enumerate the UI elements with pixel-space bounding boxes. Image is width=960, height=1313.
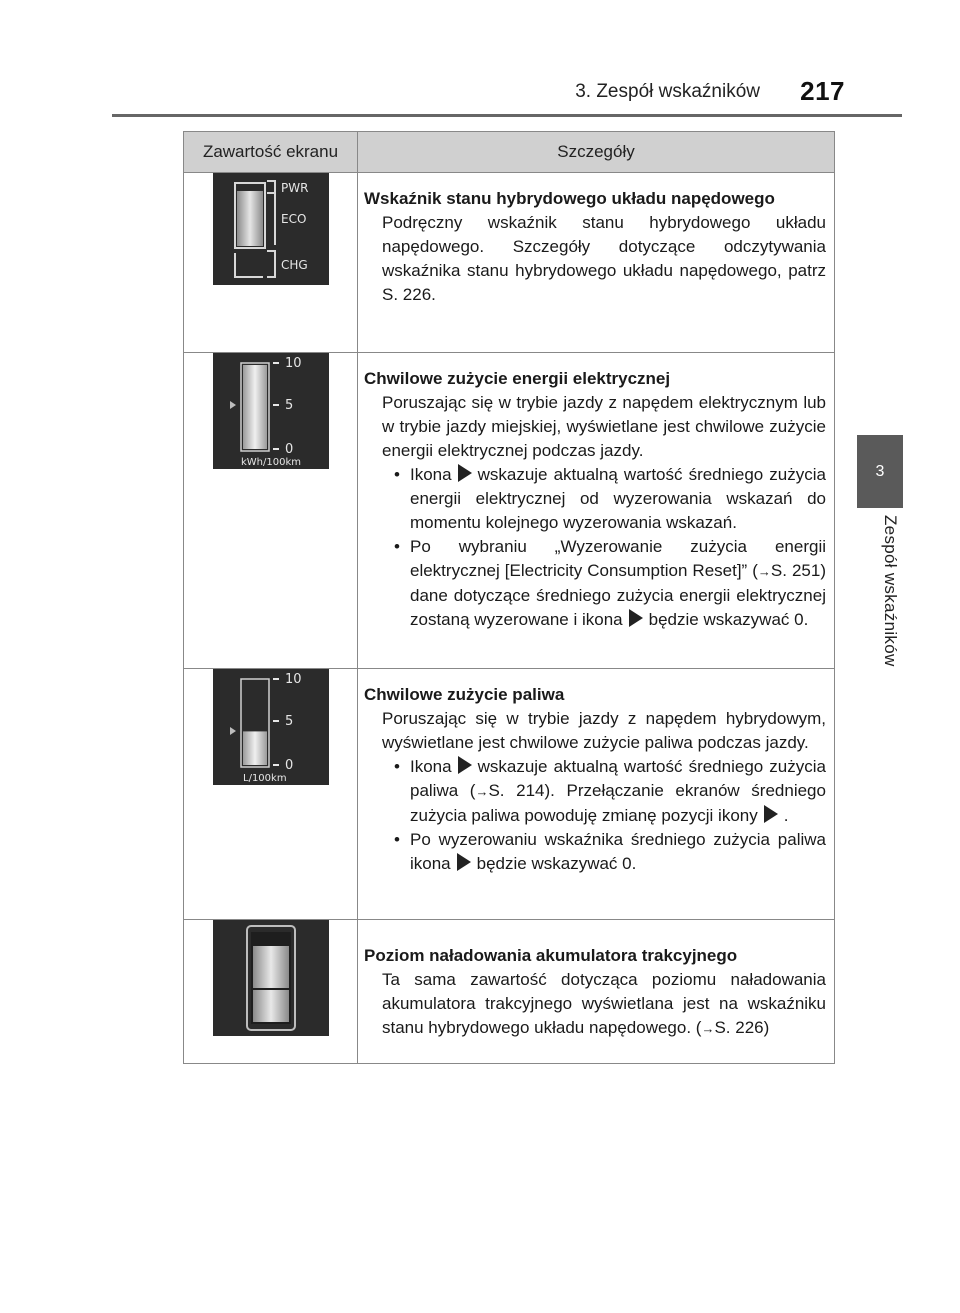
details-cell	[358, 669, 835, 920]
bullet-text: Ikona	[410, 757, 452, 776]
table-row	[184, 353, 835, 669]
row-description: Poruszając się w trybie jazdy z napędem elektrycznym lub w trybie jazdy miejskiej, wyświetlane jest chwilowe zużycie energii elektrycznej podczas jazdy.	[382, 393, 826, 460]
list-item	[394, 755, 826, 828]
scale-label-5: 5	[284, 714, 293, 729]
triangle-pointer-icon	[458, 464, 472, 482]
bullet-text: będzie wskazywać 0.	[648, 610, 809, 629]
header-rule	[112, 114, 902, 117]
details-cell	[358, 920, 835, 1064]
list-item	[394, 535, 826, 632]
description-text: Ta sama zawartość dotycząca poziomu naładowania akumulatora trakcyjnego wyświetlana jest na wskaźniku stanu hybrydowego układu napędowego. (	[382, 970, 826, 1037]
bullet-text: .	[783, 806, 789, 825]
list-item	[394, 828, 826, 876]
bullet-text: będzie wskazywać 0.	[476, 854, 637, 873]
page-reference[interactable]: S. 226)	[714, 1018, 770, 1037]
hybrid-indicator-gauge	[213, 173, 329, 285]
details-cell	[358, 353, 835, 669]
triangle-pointer-icon	[457, 853, 471, 871]
page-reference[interactable]: S. 251)	[770, 561, 826, 580]
table-row	[184, 920, 835, 1064]
scale-label-0: 0	[284, 758, 293, 773]
triangle-pointer-icon	[629, 609, 643, 627]
info-table	[183, 131, 835, 1064]
image-cell	[184, 173, 358, 353]
bullet-text: Po wybraniu „Wyzerowanie zużycia energii elektrycznej [Electricity Consumption Reset]” (	[410, 537, 826, 580]
scale-label-10: 10	[284, 672, 302, 687]
bullet-text: Ikona	[410, 465, 452, 484]
column-header-screen: Zawartość ekranu	[184, 132, 358, 173]
page-reference[interactable]: S. 214).	[488, 781, 555, 800]
fuel-level-fill	[243, 731, 267, 765]
table-row	[184, 669, 835, 920]
arrow-right-icon: →	[475, 784, 489, 799]
chapter-tab-label: Zespół wskaźników	[881, 515, 900, 667]
column-header-details: Szczegóły	[358, 132, 835, 173]
scale-label-10: 10	[284, 356, 302, 371]
details-cell	[358, 173, 835, 353]
gauge-unit: L/100km	[242, 773, 287, 784]
bullet-text: Przełączanie ekranów średniego zużycia paliwa powoduję zmianę pozycji ikony	[410, 781, 826, 825]
bullet-text: Po wyzerowaniu wskaźnika średniego zużycia paliwa ikona	[410, 830, 826, 873]
energy-consumption-gauge	[213, 353, 329, 469]
arrow-right-icon: →	[757, 564, 771, 579]
battery-level-gauge	[213, 920, 329, 1036]
gauge-unit: kWh/100km	[240, 457, 301, 468]
bullet-text: dane dotyczące średniego zużycia energii elektrycznej zostaną wyzerowane i ikona	[410, 586, 826, 629]
bullet-text: wskazuje aktualną wartość średniego zużycia energii elektrycznej od wyzerowania wskazań do momentu kolejnego wyzerowania wskazań.	[410, 465, 826, 532]
gauge-label-eco: ECO	[280, 212, 306, 226]
fuel-consumption-gauge	[213, 669, 329, 785]
bullet-list	[364, 463, 826, 632]
gauge-label-pwr: PWR	[280, 181, 308, 195]
gauge-label-chg: CHG	[280, 258, 308, 272]
table-header-row	[184, 132, 835, 173]
chapter-tab: 3	[857, 435, 903, 508]
arrow-right-icon: →	[701, 1021, 715, 1036]
row-title: Poziom naładowania akumulatora trakcyjnego	[364, 946, 738, 965]
image-cell	[184, 669, 358, 920]
row-description: Poruszając się w trybie jazdy z napędem hybrydowym, wyświetlane jest chwilowe zużycie paliwa podczas jazdy.	[382, 709, 826, 752]
chapter-title: 3. Zespół wskaźników	[575, 81, 760, 102]
row-description	[364, 968, 826, 1041]
page-number: 217	[800, 76, 845, 106]
scale-label-5: 5	[284, 398, 293, 413]
bullet-text: wskazuje aktualną wartość średniego zużycia paliwa (	[410, 757, 826, 800]
list-item	[394, 463, 826, 535]
bullet-list	[364, 755, 826, 876]
row-title: Chwilowe zużycie paliwa	[364, 685, 565, 704]
triangle-pointer-icon	[764, 805, 778, 823]
triangle-pointer-icon	[458, 756, 472, 774]
row-title: Wskaźnik stanu hybrydowego układu napędowego	[364, 189, 775, 208]
row-description: Podręczny wskaźnik stanu hybrydowego układu napędowego. Szczegóły dotyczące odczytywania wskaźnika stanu hybrydowego układu napędowego, patrz S. 226.	[382, 213, 826, 304]
scale-label-0: 0	[284, 442, 293, 457]
row-title: Chwilowe zużycie energii elektrycznej	[364, 369, 671, 388]
table-row	[184, 173, 835, 353]
image-cell	[184, 353, 358, 669]
image-cell	[184, 920, 358, 1064]
